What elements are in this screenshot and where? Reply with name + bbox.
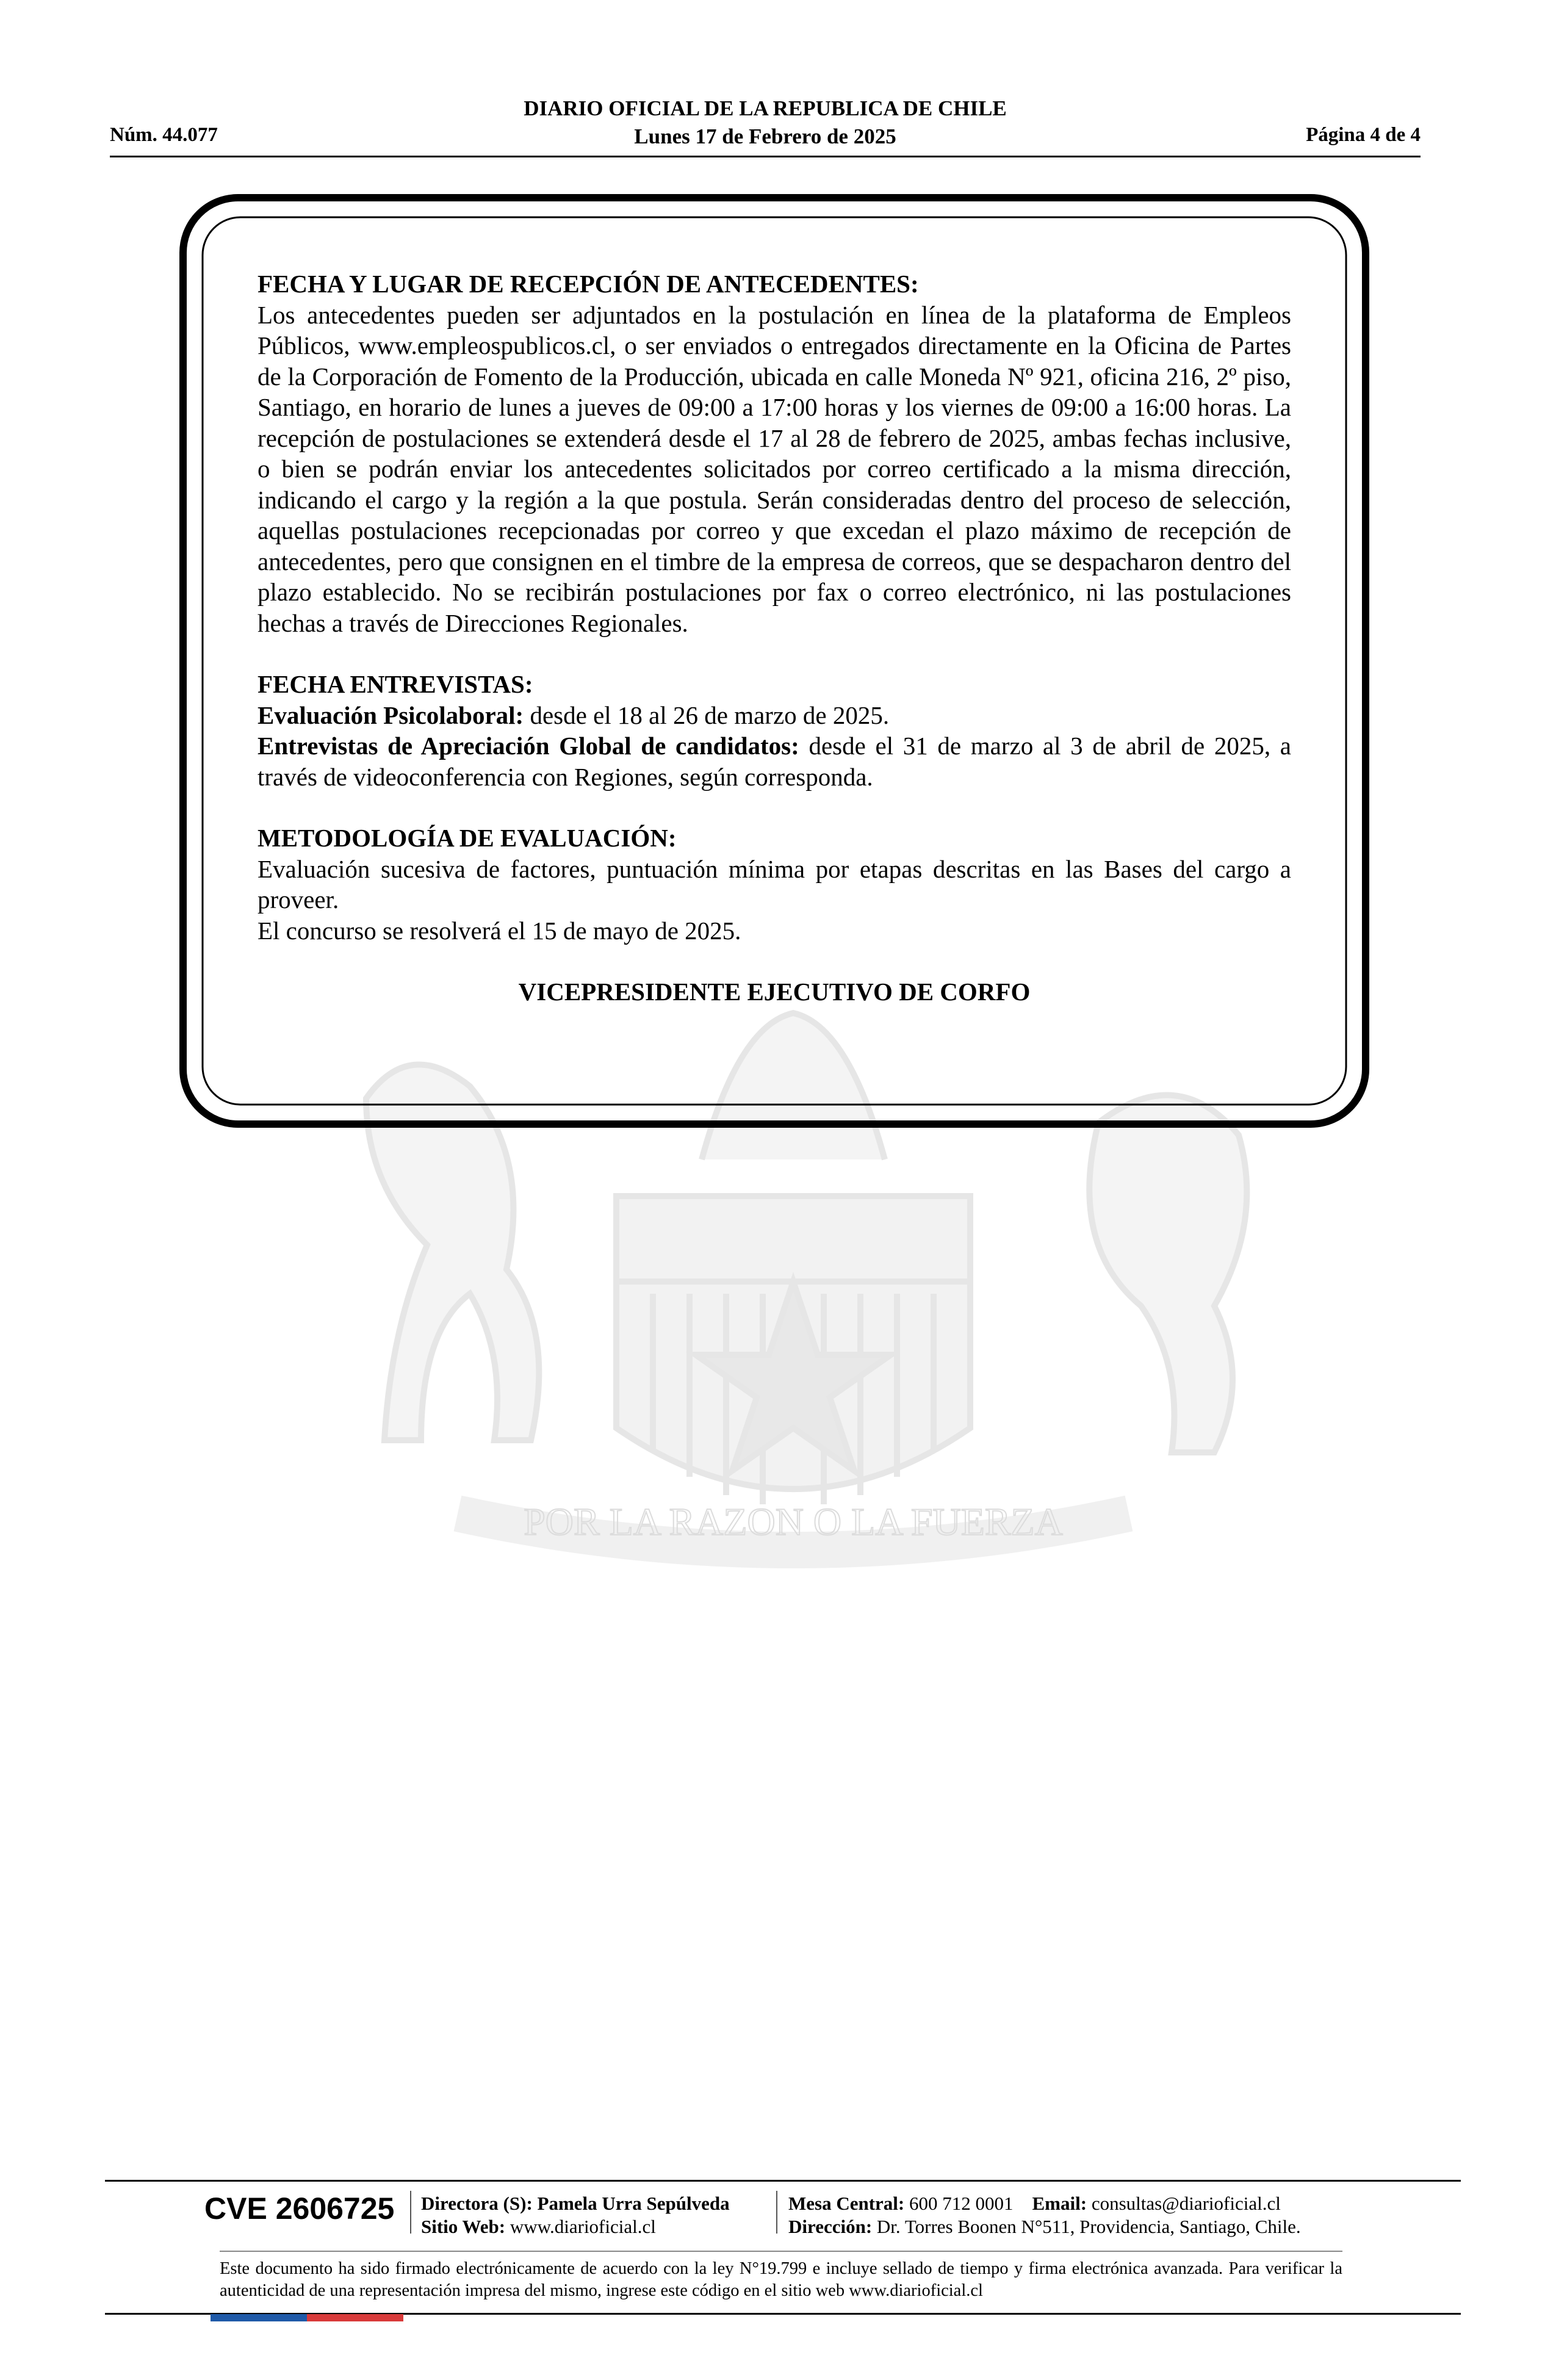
footer-rule-top: [105, 2180, 1461, 2182]
page-header: [110, 95, 1421, 156]
publication-title: DIARIO OFICIAL DE LA REPUBLICA DE CHILE: [524, 96, 1007, 120]
header-rule: [110, 156, 1421, 157]
section-interviews-title: FECHA ENTREVISTAS:: [258, 670, 533, 698]
watermark-motto: POR LA RAZON O LA FUERZA: [524, 1500, 1063, 1543]
issue-number: Núm. 44.077: [110, 124, 218, 146]
website: Sitio Web: www.diarioficial.cl: [421, 2216, 656, 2237]
contact-line: Mesa Central: 600 712 0001 Email: consultas@diarioficial.cl: [788, 2193, 1281, 2214]
footer-contact-col: [788, 2192, 1301, 2238]
section-resolution-text: El concurso se resolverá el 15 de mayo de 2025.: [258, 916, 741, 945]
section-reception-title: FECHA Y LUGAR DE RECEPCIÓN DE ANTECEDENTES:: [258, 270, 919, 298]
address-line: Dirección: Dr. Torres Boonen N°511, Providencia, Santiago, Chile.: [788, 2216, 1301, 2237]
section-methodology-title: METODOLOGÍA DE EVALUACIÓN:: [258, 824, 677, 852]
header-center: [110, 95, 1421, 151]
flag-stripe-red: [307, 2314, 403, 2321]
cve-code: CVE 2606725: [204, 2191, 395, 2226]
section-methodology-text: Evaluación sucesiva de factores, puntuación mínima por etapas descritas en las Bases del cargo a proveer.: [258, 854, 1291, 914]
footer-separator: [410, 2191, 411, 2234]
signature: VICEPRESIDENTE EJECUTIVO DE CORFO: [518, 978, 1031, 1006]
page-number: Página 4 de 4: [1306, 124, 1421, 146]
flag-stripe-blue: [211, 2314, 307, 2321]
interview-item-psicolaboral: Evaluación Psicolaboral: desde el 18 al 26 de marzo de 2025.: [258, 701, 890, 729]
interview-item-global: Entrevistas de Apreciación Global de candidatos: desde el 31 de marzo al 3 de abril de 2025, a través de videoconferencia con Regiones, según corresponda.: [258, 732, 1291, 791]
section-reception-text: Los antecedentes pueden ser adjuntados en la postulación en línea de la plataforma de Empleos Públicos, www.empleospublicos.cl, o ser enviados o entregados directamente en la Oficina de Partes de la Corporación de Fomento de la Producción, ubicada en calle Moneda Nº 921, oficina 216, 2º piso, Santiago, en horario de lunes a jueves de 09:00 a 17:00 horas y los viernes de 09:00 a 16:00 horas. La recepción de postulaciones se extenderá desde el 17 al 28 de febrero de 2025, ambas fechas inclusive, o bien se podrán enviar los antecedentes solicitados por correo certificado a la misma dirección, indicando el cargo y la región a la que postula. Serán consideradas dentro del proceso de selección, aquellas postulaciones recepcionadas por correo y que excedan el plazo máximo de recepción de antecedentes, pero que consignen en el timbre de la empresa de correos, que se despacharon dentro del plazo establecido. No se recibirán postulaciones por fax o correo electrónico, ni las postulaciones hechas a través de Direcciones Regionales.: [258, 300, 1291, 637]
footer-rule-mid: [220, 2251, 1342, 2252]
footer-separator: [776, 2191, 777, 2234]
legal-notice: Este documento ha sido firmado electrónicamente de acuerdo con la ley N°19.799 e incluye sellado de tiempo y firma electrónica avanzada. Para verificar la autenticidad de una representación impresa del mismo, ingrese este código en el sitio web www.diarioficial.cl: [220, 2259, 1342, 2300]
director-name: Directora (S): Pamela Urra Sepúlveda: [421, 2193, 730, 2214]
publication-date: Lunes 17 de Febrero de 2025: [634, 124, 896, 148]
notice-content: [258, 269, 1291, 1008]
footer-director-col: [421, 2192, 730, 2238]
